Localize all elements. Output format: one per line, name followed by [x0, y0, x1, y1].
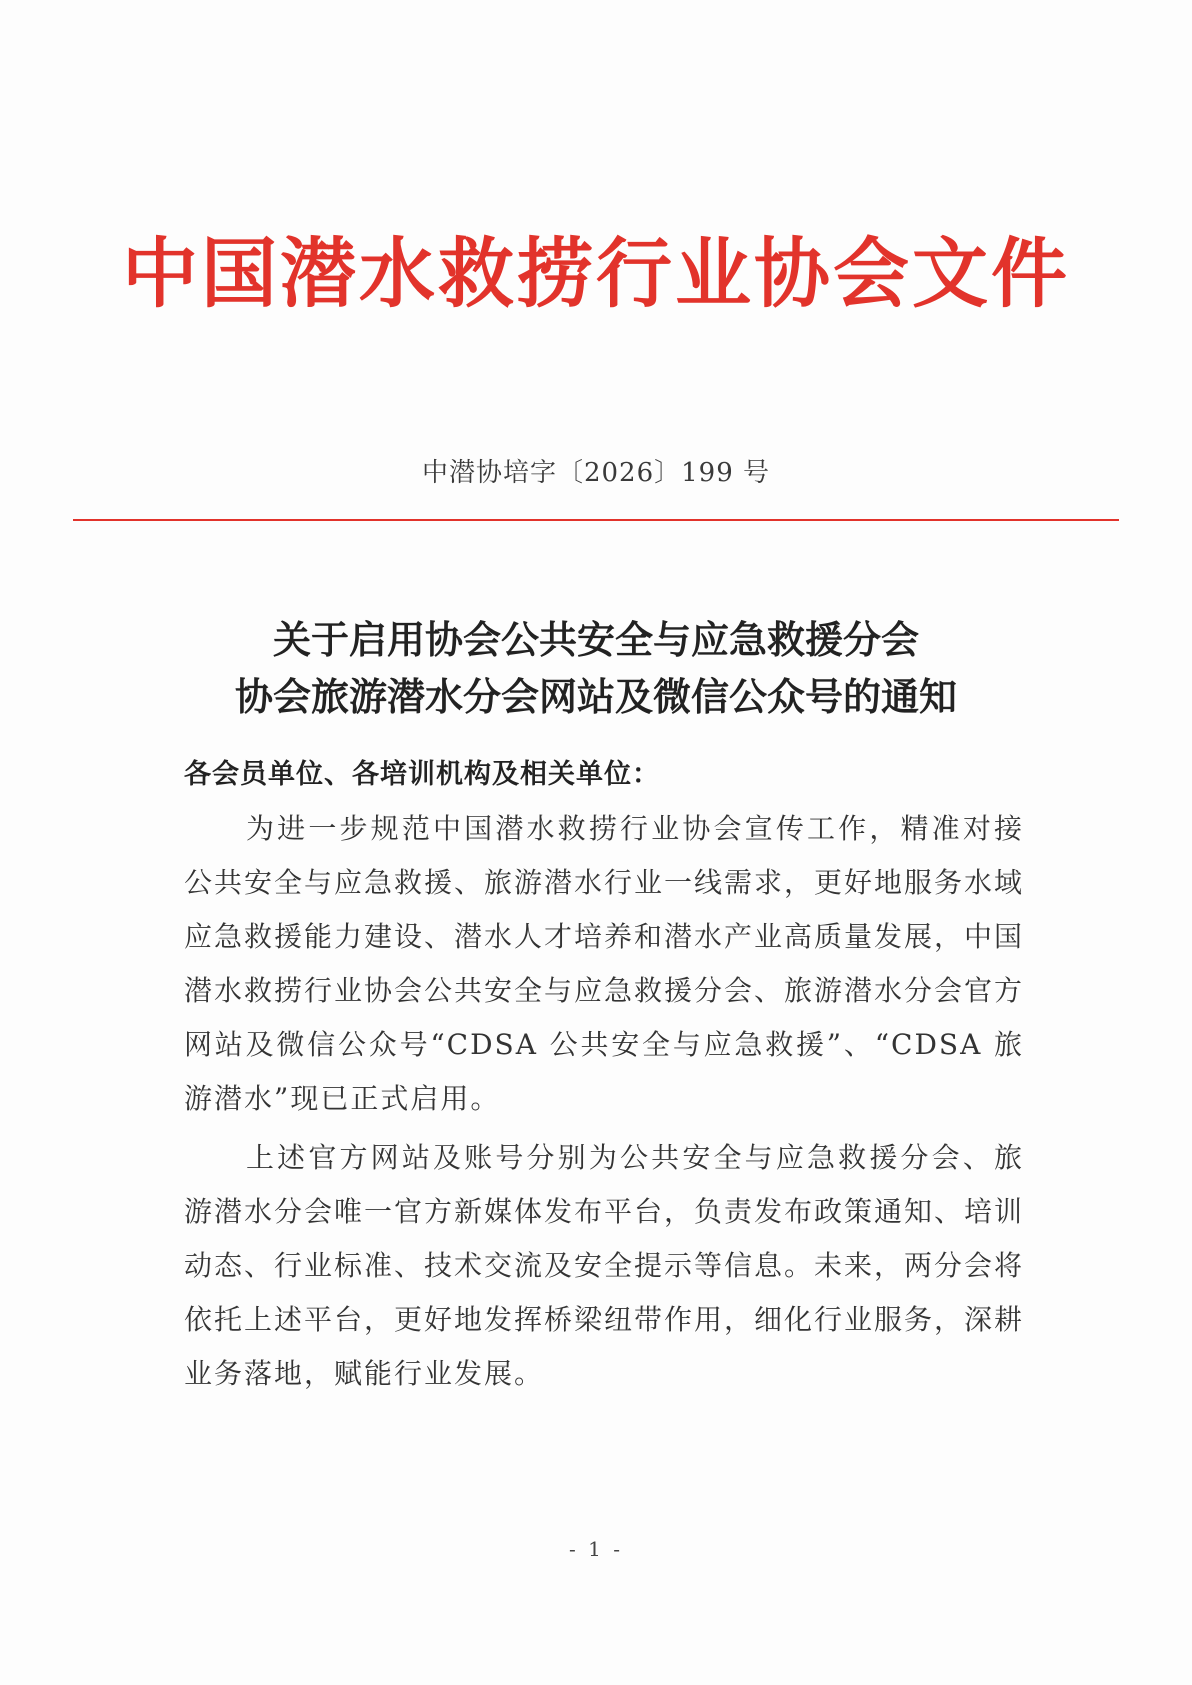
document-number: 中潜协培字〔2026〕199 号 — [421, 458, 771, 488]
salutation: 各会员单位、各培训机构及相关单位： — [184, 759, 660, 790]
red-divider — [73, 519, 1119, 521]
notice-title-line-2: 协会旅游潜水分会网站及微信公众号的通知 — [234, 675, 957, 719]
body-paragraph-2: 上述官方网站及账号分别为公共安全与应急救援分会、旅游潜水分会唯一官方新媒体发布平台，负责发布政策通知、培训动态、行业标准、技术交流及安全提示等信息。未来，两分会将依托上述平台，更好地发挥桥梁纽带作用，细化行业服务，深耕业务落地，赋能行业发展。 — [184, 1141, 1025, 1390]
body-paragraph-1: 为进一步规范中国潜水救捞行业协会宣传工作，精准对接公共安全与应急救援、旅游潜水行业一线需求，更好地服务水域应急救援能力建设、潜水人才培养和潜水产业高质量发展，中国潜水救捞行业协会公共安全与应急救援分会、旅游潜水分会官方网站及微信公众号“CDSA 公共安全与应急救援”、“CDSA 旅游潜水”现已正式启用。 — [184, 812, 1025, 1115]
page-number: - 1 - — [569, 1537, 623, 1561]
document-masthead: 中国潜水救捞行业协会文件 — [122, 229, 1070, 318]
notice-title-line-1: 关于启用协会公共安全与应急救援分会 — [272, 618, 919, 662]
